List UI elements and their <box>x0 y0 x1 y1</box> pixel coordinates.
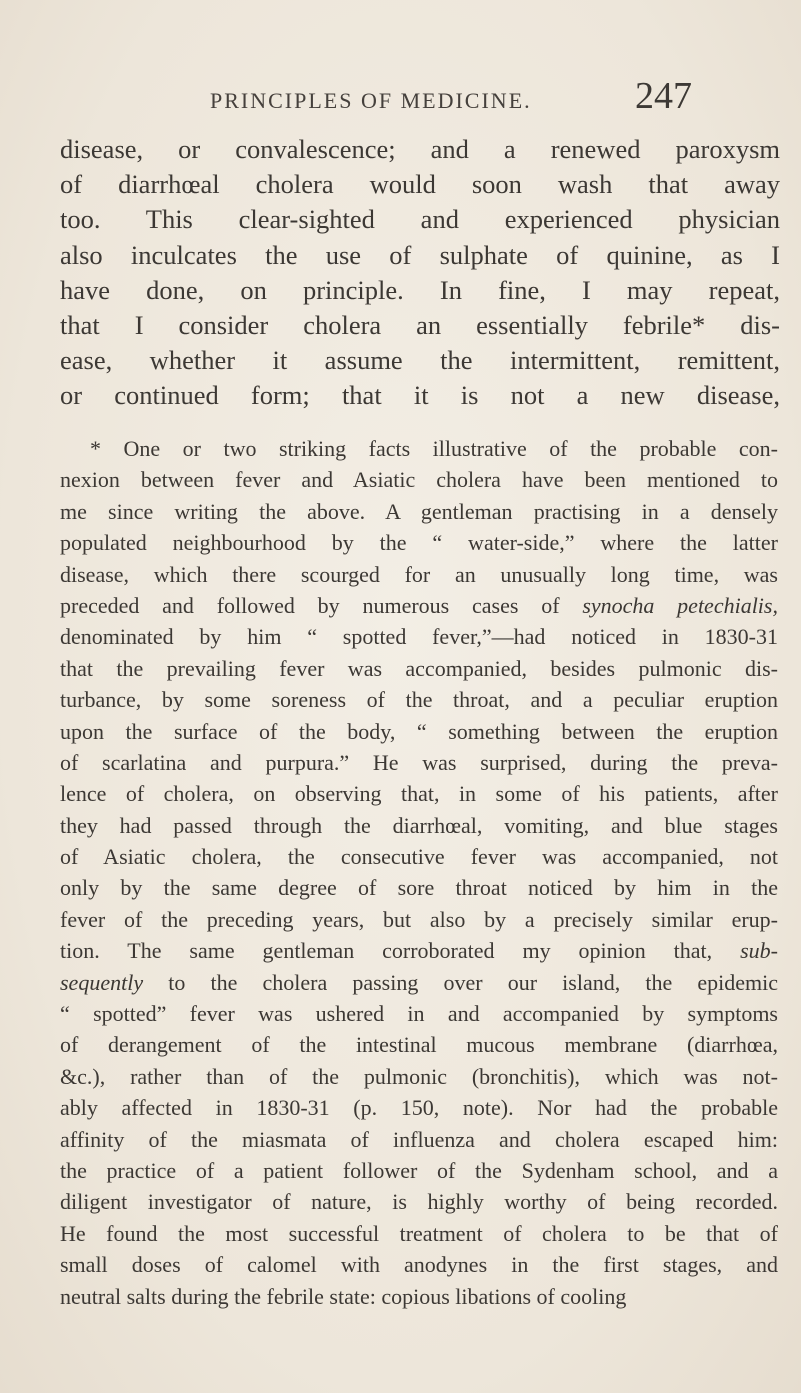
page-number: 247 <box>635 75 692 117</box>
footnote-line <box>60 810 778 841</box>
footnote-text: populated neighbourhood by the “ water-side,” where the latter <box>60 530 778 556</box>
footnote-line <box>60 935 778 966</box>
running-head <box>60 75 760 122</box>
footnote-text: diligent investigator of nature, is highly worthy of being recorded. <box>60 1189 778 1215</box>
footnote-text: * One or two striking facts illustrative of the probable con- <box>90 436 778 461</box>
footnote-line <box>60 967 778 998</box>
footnote-text: turbance, by some soreness of the throat, and a peculiar eruption <box>60 687 778 713</box>
body-line: disease, or convalescence; and a renewed paroxysm <box>60 134 780 164</box>
body-line: have done, on principle. In fine, I may repeat, <box>60 274 780 305</box>
footnote-text: to the cholera passing over our island, the epidemic <box>143 969 778 995</box>
footnote-text: only by the same degree of sore throat noticed by him in the <box>60 875 778 901</box>
footnote-text: He found the most successful treatment of cholera to be that of <box>60 1220 778 1246</box>
main-text <box>60 132 780 414</box>
footnote-line <box>60 433 778 464</box>
footnote-line <box>60 1281 778 1312</box>
body-line: ease, whether it assume the intermittent, remittent, <box>60 345 780 376</box>
footnote-line <box>60 904 778 935</box>
italic-text: sub- <box>740 938 778 964</box>
running-title: PRINCIPLES OF MEDICINE. <box>210 88 532 113</box>
footnote-line <box>60 1124 778 1155</box>
footnote-text: nexion between fever and Asiatic cholera have been mentioned to <box>60 467 778 493</box>
footnote-line <box>60 716 778 747</box>
footnote-text: “ spotted” fever was ushered in and accompanied by symptoms <box>60 1001 778 1027</box>
footnote-line <box>60 1092 778 1123</box>
footnote-line <box>60 778 778 809</box>
footnote-line <box>60 1186 778 1217</box>
footnote-text: the practice of a patient follower of the Sydenham school, and a <box>60 1157 778 1183</box>
footnote-text: ably affected in 1830-31 (p. 150, note). Nor had the probable <box>60 1095 778 1121</box>
footnote-text: of scarlatina and purpura.” He was surprised, during the preva- <box>60 749 778 775</box>
footnote-text: fever of the preceding years, but also by a precisely similar erup- <box>60 906 778 932</box>
footnote-line <box>60 653 778 684</box>
body-line: also inculcates the use of sulphate of quinine, as I <box>60 239 780 270</box>
footnote-line <box>60 998 778 1029</box>
footnote-line <box>60 590 778 621</box>
footnote-line <box>60 1249 778 1280</box>
footnote-line <box>60 747 778 778</box>
footnote-line <box>60 496 778 527</box>
footnote-line <box>60 841 778 872</box>
footnote-line <box>60 1029 778 1060</box>
footnote-text: that the prevailing fever was accompanied, besides pulmonic dis- <box>60 655 778 681</box>
footnote-line <box>60 872 778 903</box>
footnote-text: small doses of calomel with anodynes in the first stages, and <box>60 1252 778 1278</box>
footnote-text: neutral salts during the febrile state: copious libations of cooling <box>60 1283 627 1309</box>
body-line: that I consider cholera an essentially febrile* dis- <box>60 309 780 340</box>
body-line: of diarrhœal cholera would soon wash that away <box>60 169 780 200</box>
footnote-text: lence of cholera, on observing that, in some of his patients, after <box>60 781 778 807</box>
italic-text: sequently <box>60 969 144 995</box>
footnote-text: upon the surface of the body, “ something between the eruption <box>60 718 778 744</box>
footnote-text: tion. The same gentleman corroborated my opinion that, <box>60 938 741 964</box>
footnote-line <box>60 1155 778 1186</box>
footnote-line <box>60 1061 778 1092</box>
footnote-line <box>60 464 778 495</box>
footnote <box>60 433 778 1312</box>
italic-text: synocha petechialis, <box>582 592 778 618</box>
footnote-text: affinity of the miasmata of influenza and cholera escaped him: <box>60 1126 778 1152</box>
footnote-line <box>60 527 778 558</box>
footnote-line <box>60 1218 778 1249</box>
footnote-line <box>60 621 778 652</box>
footnote-text: me since writing the above. A gentleman practising in a densely <box>60 498 778 524</box>
footnote-line <box>60 684 778 715</box>
footnote-text: denominated by him “ spotted fever,”—had noticed in 1830-31 <box>60 624 778 650</box>
footnote-line <box>60 559 778 590</box>
footnote-text: they had passed through the diarrhœal, vomiting, and blue stages <box>60 812 778 838</box>
footnote-text: disease, which there scourged for an unusually long time, was <box>60 561 778 587</box>
body-line: or continued form; that it is not a new disease, <box>60 380 780 411</box>
footnote-text: of Asiatic cholera, the consecutive fever was accompanied, not <box>60 844 778 870</box>
footnote-text: of derangement of the intestinal mucous membrane (diarrhœa, <box>60 1032 778 1058</box>
footnote-text: &c.), rather than of the pulmonic (bronchitis), which was not- <box>60 1063 778 1089</box>
footnote-text: preceded and followed by numerous cases of <box>60 592 583 618</box>
body-line: too. This clear-sighted and experienced physician <box>60 204 780 235</box>
